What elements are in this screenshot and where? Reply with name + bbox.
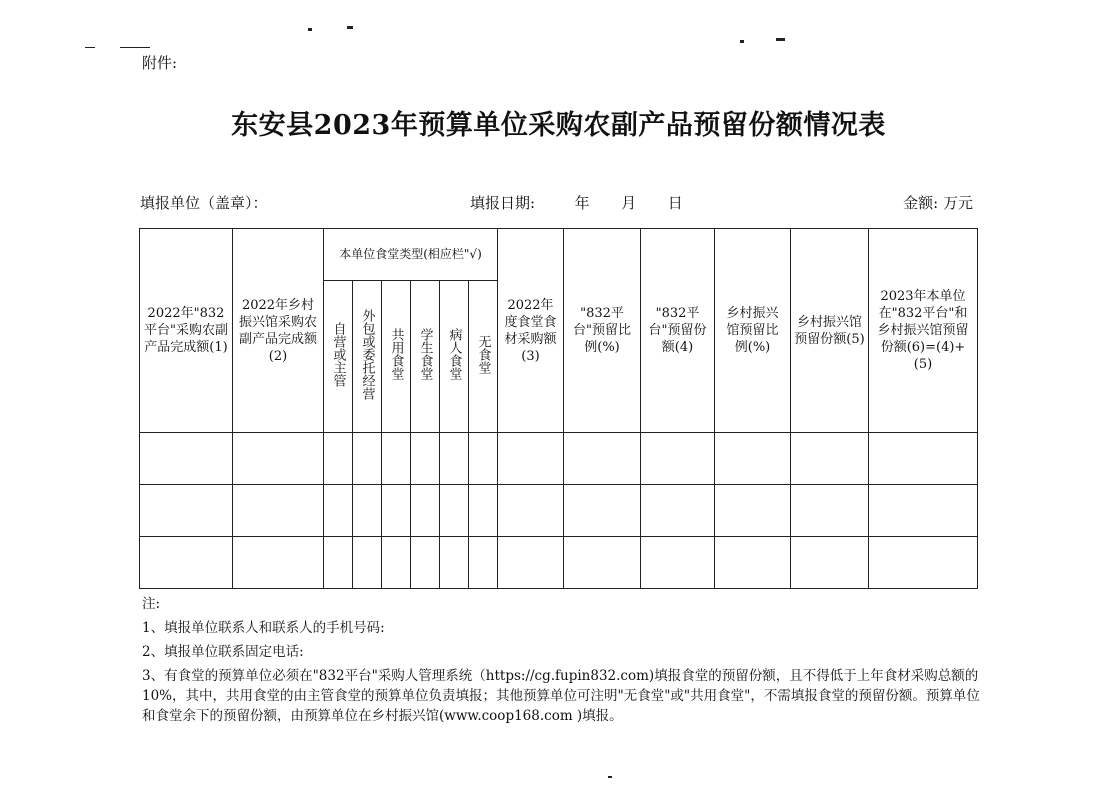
note-item: 2、填报单位联系固定电话: bbox=[142, 644, 304, 660]
amount-unit-label: 金额: 万元 bbox=[903, 194, 973, 212]
filling-unit-label: 填报单位（盖章）： bbox=[140, 194, 268, 212]
scan-speck bbox=[776, 38, 785, 41]
canteen-outsourced: 外包或委托经营 bbox=[353, 281, 382, 433]
procurement-table bbox=[139, 228, 978, 589]
canteen-self-run: 自营或主管 bbox=[324, 281, 353, 433]
table-row bbox=[140, 537, 978, 589]
canteen-none: 无食堂 bbox=[469, 281, 498, 433]
header-832-share: "832平台"预留份额(4) bbox=[641, 229, 715, 433]
canteen-patient: 病人食堂 bbox=[440, 281, 469, 433]
notes-section bbox=[142, 594, 982, 730]
date-year: 年 bbox=[574, 194, 590, 212]
header-canteen-purchase: 2022年度食堂食材采购额(3) bbox=[498, 229, 564, 433]
note-item: 1、填报单位联系人和联系人的手机号码: bbox=[142, 620, 385, 636]
scan-speck bbox=[85, 47, 95, 48]
header-2023-total: 2023年本单位在"832平台"和乡村振兴馆预留份额(6)=(4)+(5) bbox=[869, 229, 978, 433]
header-rural-ratio: 乡村振兴馆预留比例(%) bbox=[715, 229, 791, 433]
table-row bbox=[140, 433, 978, 485]
filling-date bbox=[470, 192, 683, 213]
date-day: 日 bbox=[667, 194, 683, 212]
canteen-student: 学生食堂 bbox=[411, 281, 440, 433]
header-832-2022: 2022年"832平台"采购农副产品完成额(1) bbox=[140, 229, 233, 433]
scan-speck bbox=[347, 26, 353, 29]
date-month: 月 bbox=[621, 194, 637, 212]
header-canteen-type: 本单位食堂类型(相应栏"√) bbox=[324, 229, 498, 281]
notes-heading: 注: bbox=[142, 596, 161, 612]
header-832-ratio: "832平台"预留比例(%) bbox=[564, 229, 641, 433]
note-item: 3、有食堂的预算单位必须在"832平台"采购人管理系统（https://cg.fupin832.com)填报食堂的预留份额，且不得低于上年食材采购总额的10%，其中，共用食堂的由主管食堂的预算单位负责填报；其他预算单位可注明"无食堂"或"共用食堂"，不需填报食堂的预留份额。预算单位和食堂余下的预留份额，由预算单位在乡村振兴馆(www.coop168.com )填报。 bbox=[142, 668, 980, 724]
filling-date-label: 填报日期: bbox=[470, 194, 536, 212]
header-rural-2022: 2022年乡村振兴馆采购农副产品完成额(2) bbox=[233, 229, 324, 433]
scan-speck bbox=[740, 40, 744, 43]
table-row bbox=[140, 485, 978, 537]
canteen-shared: 共用食堂 bbox=[382, 281, 411, 433]
scan-speck bbox=[120, 47, 150, 48]
scan-speck bbox=[308, 28, 312, 31]
scan-speck bbox=[608, 776, 612, 778]
header-rural-share: 乡村振兴馆预留份额(5) bbox=[791, 229, 869, 433]
page-title: 东安县2023年预算单位采购农副产品预留份额情况表 bbox=[231, 110, 886, 141]
attachment-label: 附件: bbox=[142, 54, 178, 72]
